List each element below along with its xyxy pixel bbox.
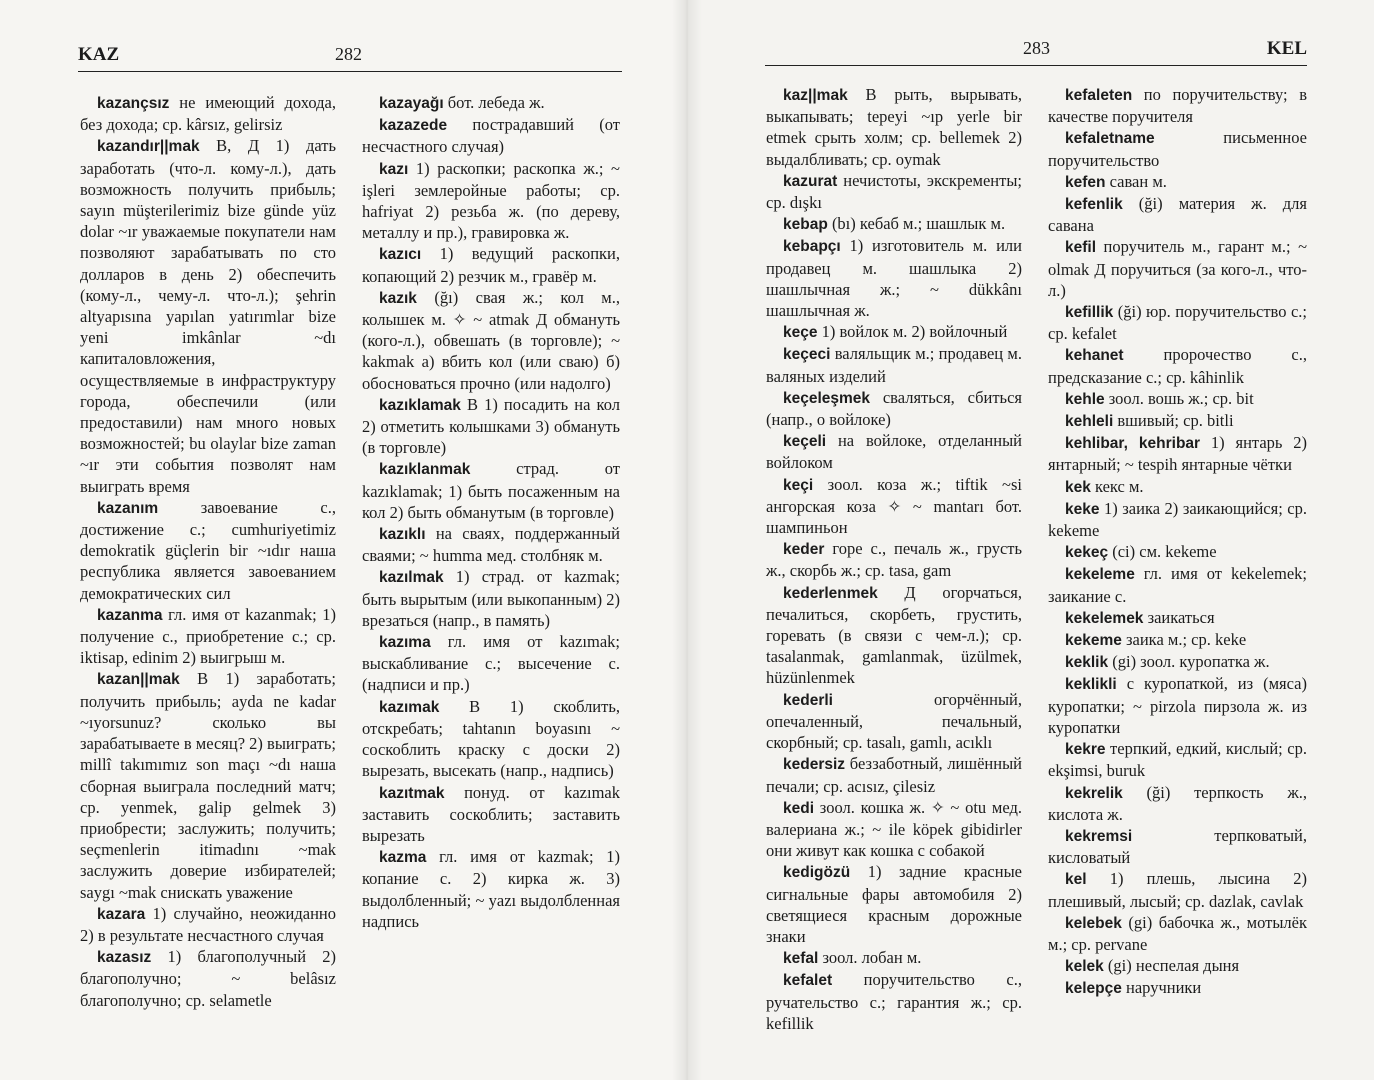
dictionary-entry [1048,344,1307,387]
entry-headword: kekeç [1065,544,1109,562]
dictionary-entry [766,474,1022,539]
dictionary-entry [1048,825,1307,868]
entry-definition: зоол. вошь ж.; ср. bit [1104,388,1254,408]
entry-headword: kefillik [1065,304,1114,322]
entry-definition: письменное поручительство [1048,128,1307,170]
entry-definition: по поручительству; в качестве поручителя [1048,85,1307,127]
dictionary-entry [1048,498,1307,541]
dictionary-entry [1048,673,1307,738]
dictionary-entry [362,782,620,847]
dictionary-entry [362,92,620,114]
right-page-header [765,36,1307,66]
entry-definition: саван м. [1105,171,1167,191]
right-column-1 [766,84,1022,1034]
dictionary-entry [766,861,1022,947]
entry-headword: kazıtmak [379,784,445,802]
left-page-number: 282 [335,44,362,64]
entry-definition: пророчество с., предсказание с.; ср. kâhinlik [1048,345,1307,387]
dictionary-entry [362,458,620,523]
entry-definition: 1) задние красные сигнальные фары автомобиля 2) светящиеся красным дорожные знаки [766,862,1022,946]
entry-headword: kehle [1065,390,1105,408]
entry-headword: kekre [1065,741,1106,759]
entry-headword: kazasız [97,949,152,967]
entry-definition: бот. лебеда ж. [443,93,545,112]
dictionary-entry [1048,432,1307,475]
entry-headword: keçeleşmek [783,389,871,407]
left-guide-word: KAZ [78,44,120,65]
entry-headword: kelebek [1065,914,1122,932]
dictionary-entry [1048,236,1307,301]
dictionary-entry [1048,651,1307,673]
entry-definition: беззаботный, лишённый печали; ср. acısız, çilesiz [766,754,1022,796]
dictionary-entry [80,604,336,669]
dictionary-entry [1048,977,1307,999]
entry-definition: заика м.; ср. keke [1121,630,1247,650]
dictionary-entry [362,566,620,631]
entry-definition: с куропаткой, из (мяса) куропатки; ~ pirzola пирзола ж. из куропатки [1048,674,1307,737]
dictionary-entry [766,387,1022,430]
dictionary-entry [362,394,620,459]
entry-definition: (ğı) свая ж.; кол м., колышек м. ✧ ~ atmak Д обмануть (кого-л.), обвешать (в торговле); ~ kakmak а) вбить кол (или сваю) б) обосноваться прочно (или надолго) [362,287,620,393]
entry-definition: (bı) кебаб м.; шашлык м. [827,214,1006,234]
entry-headword: kelek [1065,958,1104,976]
header-rule [78,71,622,72]
entry-definition: огорчённый, опечаленный, печальный, скорбный; ср. tasalı, gamlı, acıklı [766,689,1022,753]
entry-headword: kefalet [783,972,833,990]
dictionary-entry [1048,541,1307,563]
entry-definition: нечистоты, экскременты; ср. dışkı [766,170,1022,213]
dictionary-entry [1048,912,1307,955]
dictionary-entry [766,170,1022,213]
dictionary-entry [766,84,1022,170]
entry-definition: заикаться [1143,607,1215,627]
dictionary-entry [766,689,1022,754]
entry-headword: kazazede [379,117,448,135]
entry-headword: kehleli [1065,413,1114,431]
entry-definition: кекс м. [1090,476,1144,496]
entry-headword: kefen [1065,173,1106,191]
dictionary-entry [1048,607,1307,629]
entry-definition: 1) изготовитель м. или продавец м. шашлыка 2) шашлычная ж.; ~ dükkânı шашлычная ж. [766,236,1022,321]
entry-headword: kazayağı [379,95,444,112]
entry-headword: kazandır||mak [97,138,200,156]
entry-definition: (gi) бабочка ж., мотылёк м.; ср. pervane [1048,912,1307,954]
entry-headword: kazanım [97,499,159,517]
dictionary-entry [362,631,620,696]
entry-definition: зоол. лобан м. [818,948,922,968]
entry-definition: 1) ведущий раскопки, копающий 2) резчик м., гравёр м. [362,244,620,286]
entry-definition: 1) войлок м. 2) войлочный [817,322,1008,342]
dictionary-entry [362,287,620,394]
dictionary-entry [80,92,336,135]
entry-headword: kekrelik [1065,784,1123,802]
entry-definition: наручники [1121,978,1202,998]
dictionary-entry [766,753,1022,796]
entry-definition: В 1) заработать; получить прибыль; ayda ne kadar ~ıyorsunuz? сколько вы зарабатываете в месяц? 2) выиграть; millî takımımız son maçı ~dı наша сборная выиграла последний матч; ср. yenmek, galip gelmek 3) приобрести; заслужить; получить; seçmenlerin itimadını ~mak заслужить доверие избирателей; saygı ~mak снискать уважение [80,669,336,902]
dictionary-entry [1048,301,1307,344]
entry-headword: kazan||mak [97,671,180,689]
right-column-2 [1048,84,1307,1000]
entry-definition: терпковатый, кисловатый [1048,825,1307,868]
dictionary-entry [362,523,620,566]
entry-definition: зоол. кошка ж. ✧ ~ otu мед. валериана ж.; ~ ile köpek gibidirler они живут как кошка с собакой [766,797,1022,861]
entry-headword: keçeli [783,433,827,451]
dictionary-entry [1048,868,1307,911]
left-column-1 [80,92,336,1011]
entry-headword: keçe [783,324,818,342]
entry-headword: kaz||mak [783,87,848,104]
dictionary-entry [1048,738,1307,781]
entry-definition: гл. имя от kekelemek; заикание с. [1048,564,1307,606]
dictionary-entry [766,947,1022,969]
entry-definition: на сваях, поддержанный сваями; ~ humma мед. столбняк м. [362,524,620,566]
entry-definition: поручительство с., ручательство с.; гарантия ж.; ср. kefillik [766,970,1022,1033]
dictionary-entry [80,903,336,946]
entry-definition: 1) страд. от kazmak; быть вырытым (или выкопанным) 2) врезаться (напр., в память) [362,567,620,630]
entry-headword: kazıklanmak [379,461,471,479]
entry-definition: В рыть, вырывать, выкапывать; tepeyi ~ıp yerle bir etmek срыть холм; ср. bellemek 2) выдалбливать; ср. oymak [766,85,1022,169]
entry-headword: kekremsi [1065,827,1133,845]
entry-definition: сваляться, сбиться (напр., о войлоке) [766,387,1022,430]
dictionary-entry [362,114,620,157]
entry-headword: kehanet [1065,347,1124,365]
entry-headword: kazılmak [379,569,444,587]
entry-definition: 1) благополучный 2) благополучно; ~ belâsız благополучно; ср. selametle [80,947,336,1010]
entry-definition: 1) янтарь 2) янтарный; ~ tespih янтарные чётки [1048,433,1307,475]
entry-definition: вшивый; ср. bitli [1113,411,1234,431]
entry-definition: В, Д 1) дать заработать (что-л. кому-л.), дать возможность получить прибыль; sayın müşterilerimiz bize günde yüz dolar ~ır уважаемые покупатели нам позволяют зарабатывать по сто долларов в день 2) обеспечить (кому-л., чему-л. что-л.); şehrin altyapısına yapılan yatırımlar bize yeni imkânlar ~dı капиталовложения, осуществляемые в инфраструктуру города, обеспечили (или предоставили) нам много новых возможностей; bu olaylar bize zaman ~ır эти события позволят нам выиграть время [80,136,336,496]
entry-definition: (ği) юр. поручительство с.; ср. kefalet [1048,302,1307,344]
right-page [687,0,1374,1080]
dictionary-entry [362,846,620,932]
entry-definition: 1) случайно, неожиданно 2) в результате несчастного случая [80,903,336,945]
entry-definition: (gi) зоол. куропатка ж. [1108,652,1270,672]
dictionary-entry [766,969,1022,1034]
dictionary-entry [766,538,1022,581]
dictionary-entry [1048,127,1307,170]
entry-headword: keklik [1065,654,1109,672]
entry-headword: kazı [379,160,409,178]
entry-definition: гл. имя от kazımak; выскабливание с.; высечение с. (надписи и пр.) [362,632,620,695]
dictionary-entry [1048,84,1307,127]
dictionary-entry [766,582,1022,689]
entry-headword: kazık [379,289,417,307]
right-guide-word: KEL [1266,38,1307,59]
entry-headword: kelepçe [1065,980,1122,998]
dictionary-entry [1048,629,1307,651]
entry-definition: на войлоке, отделанный войлоком [766,431,1022,473]
entry-definition: Д огорчаться, печалиться, скорбеть, грустить, горевать (в связи с чем-л.); ср. tasalanmak, gamlanmak, üzülmek, hüzünlenmek [766,582,1022,688]
entry-headword: kefil [1065,239,1097,257]
entry-headword: kazıklamak [379,396,461,414]
entry-definition: страд. от kazıklamak; 1) быть посаженным на кол 2) быть обманутым (в торговле) [362,459,620,522]
left-page-header [78,42,622,72]
entry-headword: keklikli [1065,676,1117,694]
entry-headword: kefal [783,950,819,968]
entry-headword: kazma [379,849,427,867]
dictionary-entry [1048,782,1307,825]
entry-definition: понуд. от kazımak заставить соскоблить; заставить вырезать [362,782,620,845]
dictionary-entry [362,158,620,244]
dictionary-entry [766,343,1022,386]
entry-headword: kedi [783,799,815,817]
entry-headword: kek [1065,478,1091,496]
dictionary-entry [766,213,1022,235]
entry-definition: горе с., печаль ж., грусть ж., скорбь ж.; ср. tasa, gam [766,539,1022,581]
dictionary-entry [80,946,336,1011]
entry-headword: kedigözü [783,864,851,882]
entry-definition: поручитель м., гарант м.; ~ olmak Д поручиться (за кого-л., что-л.) [1048,237,1307,300]
dictionary-entry [362,243,620,286]
entry-headword: keçi [783,476,814,494]
entry-definition: В 1) посадить на кол 2) отметить колышками 3) обмануть (в торговле) [362,394,620,458]
entry-headword: keke [1065,500,1100,518]
entry-definition: не имеющий дохода, без дохода; ср. kârsız, gelirsiz [80,93,336,135]
dictionary-entry [80,497,336,604]
entry-headword: kazara [97,905,146,923]
entry-definition: пострадавший (от несчастного случая) [362,115,620,157]
entry-headword: kehlibar, kehribar [1065,435,1201,453]
entry-headword: kederlenmek [783,584,878,602]
entry-headword: kazançsız [97,95,170,112]
entry-definition: валяльщик м.; продавец м. валяных изделий [766,344,1022,386]
entry-headword: kebap [783,216,828,234]
entry-definition: В 1) скоблить, отскребать; tahtanın boyasını ~ соскоблить краску с доски 2) вырезать, высекать (напр., надпись) [362,696,620,781]
dictionary-entry [1048,388,1307,410]
entry-definition: зоол. коза ж.; tiftik ~si ангорская коза ✧ ~ mantarı бот. шампиньон [766,474,1022,538]
dictionary-entry [1048,410,1307,432]
right-page-number: 283 [1023,38,1050,58]
entry-headword: kefaleten [1065,87,1133,104]
dictionary-entry [1048,476,1307,498]
dictionary-entry [766,321,1022,343]
entry-headword: kazurat [783,172,838,190]
entry-headword: keder [783,541,825,559]
dictionary-entry [766,430,1022,473]
dictionary-entry [1048,193,1307,236]
dictionary-entry [766,235,1022,321]
dictionary-entry [766,797,1022,862]
dictionary-entry [80,668,336,902]
entry-definition: 1) плешь, лысина 2) плешивый, лысый; ср. dazlak, cavlak [1048,869,1307,911]
entry-headword: kefenlik [1065,196,1123,214]
entry-headword: kekeleme [1065,566,1135,584]
entry-headword: kefaletname [1065,130,1155,148]
entry-headword: kel [1065,871,1087,889]
entry-definition: (gi) неспелая дыня [1103,956,1240,976]
entry-headword: kebapçı [783,238,841,256]
dictionary-entry [1048,171,1307,193]
header-rule [765,65,1307,66]
dictionary-entry [1048,563,1307,606]
entry-headword: kekelemek [1065,609,1144,627]
entry-definition: 1) заика 2) заикающийся; ср. kekeme [1048,498,1307,541]
entry-headword: kazıma [379,634,431,652]
entry-headword: kazıcı [379,246,422,264]
dictionary-entry [1048,955,1307,977]
entry-headword: kedersiz [783,756,846,774]
entry-definition: (ci) см. kekeme [1108,542,1217,562]
entry-headword: keçeci [783,346,831,364]
dictionary-entry [362,696,620,782]
entry-headword: kazanma [97,606,163,624]
dictionary-entry [80,135,336,496]
entry-definition: гл. имя от kazmak; 1) копание с. 2) кирка ж. 3) выдолбленный; ~ yazı выдолбленная надпись [362,847,620,931]
entry-definition: завоевание с., достижение с.; cumhuriyetimiz demokratik güçlerin bir ~ıdır наша республика является завоеванием демократических сил [80,497,336,603]
entry-definition: (ği) материя ж. для савана [1048,194,1307,236]
entry-definition: (ği) терпкость ж., кислота ж. [1048,782,1307,824]
entry-definition: 1) раскопки; раскопка ж.; ~ işleri землеройные работы; ср. hafriyat 2) резьба ж. (по дереву, металлу и пр.), гравировка ж. [362,158,620,243]
entry-definition: терпкий, едкий, кислый; ср. ekşimsi, buruk [1048,739,1307,781]
left-column-2 [362,92,620,932]
entry-headword: kazıklı [379,526,426,544]
entry-headword: kekeme [1065,632,1122,650]
entry-headword: kederli [783,691,833,709]
entry-definition: гл. имя от kazanmak; 1) получение с., приобретение с.; ср. iktisap, edinim 2) выигрыш м. [80,604,336,668]
entry-headword: kazımak [379,698,440,716]
